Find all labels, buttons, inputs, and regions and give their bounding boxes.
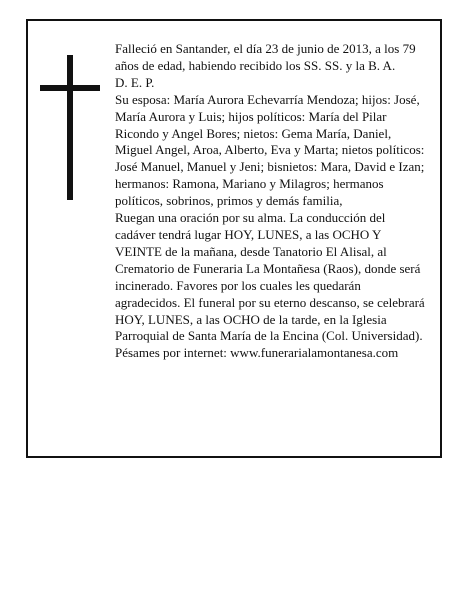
cross-icon [40,55,100,200]
cross-vertical-bar [67,55,73,200]
notice-text [115,41,427,362]
rip-line: D. E. P. [115,74,155,90]
cross-horizontal-bar [40,85,100,91]
obituary-notice [26,19,442,458]
service-details: Ruegan una oración por su alma. La conducción del cadáver tendrá lugar HOY, LUNES, a las OCHO Y VEINTE de la mañana, desde Tanatorio El Alisal, al Crematorio de Funeraria La Montañesa (Raos), donde será incinerado. Favores por los cuales les quedarán agradecidos. El funeral por su eterno descanso, se celebrará HOY, LUNES, a las OCHO de la tarde, en la Iglesia Parroquial de Santa María de la Encina (Col. Universidad). [115,210,425,344]
death-announcement: Falleció en Santander, el día 23 de junio de 2013, a los 79 años de edad, habiendo recibido los SS. SS. y la B. A. [115,41,416,73]
family-list: Su esposa: María Aurora Echevarría Mendoza; hijos: José, María Aurora y Luis; hijos políticos: María del Pilar Ricondo y Angel Bores; nietos: Gema María, Daniel, Miguel Angel, Aroa, Alberto, Eva y Marta; nietos políticos: José Manuel, Manuel y Jeni; bisnietos: Mara, David e Izan; hermanos: Ramona, Mariano y Milagros; hermanos políticos, sobrinos, primos y demás familia, [115,91,425,209]
condolences-website: Pésames por internet: www.funerarialamontanesa.com [115,345,399,361]
